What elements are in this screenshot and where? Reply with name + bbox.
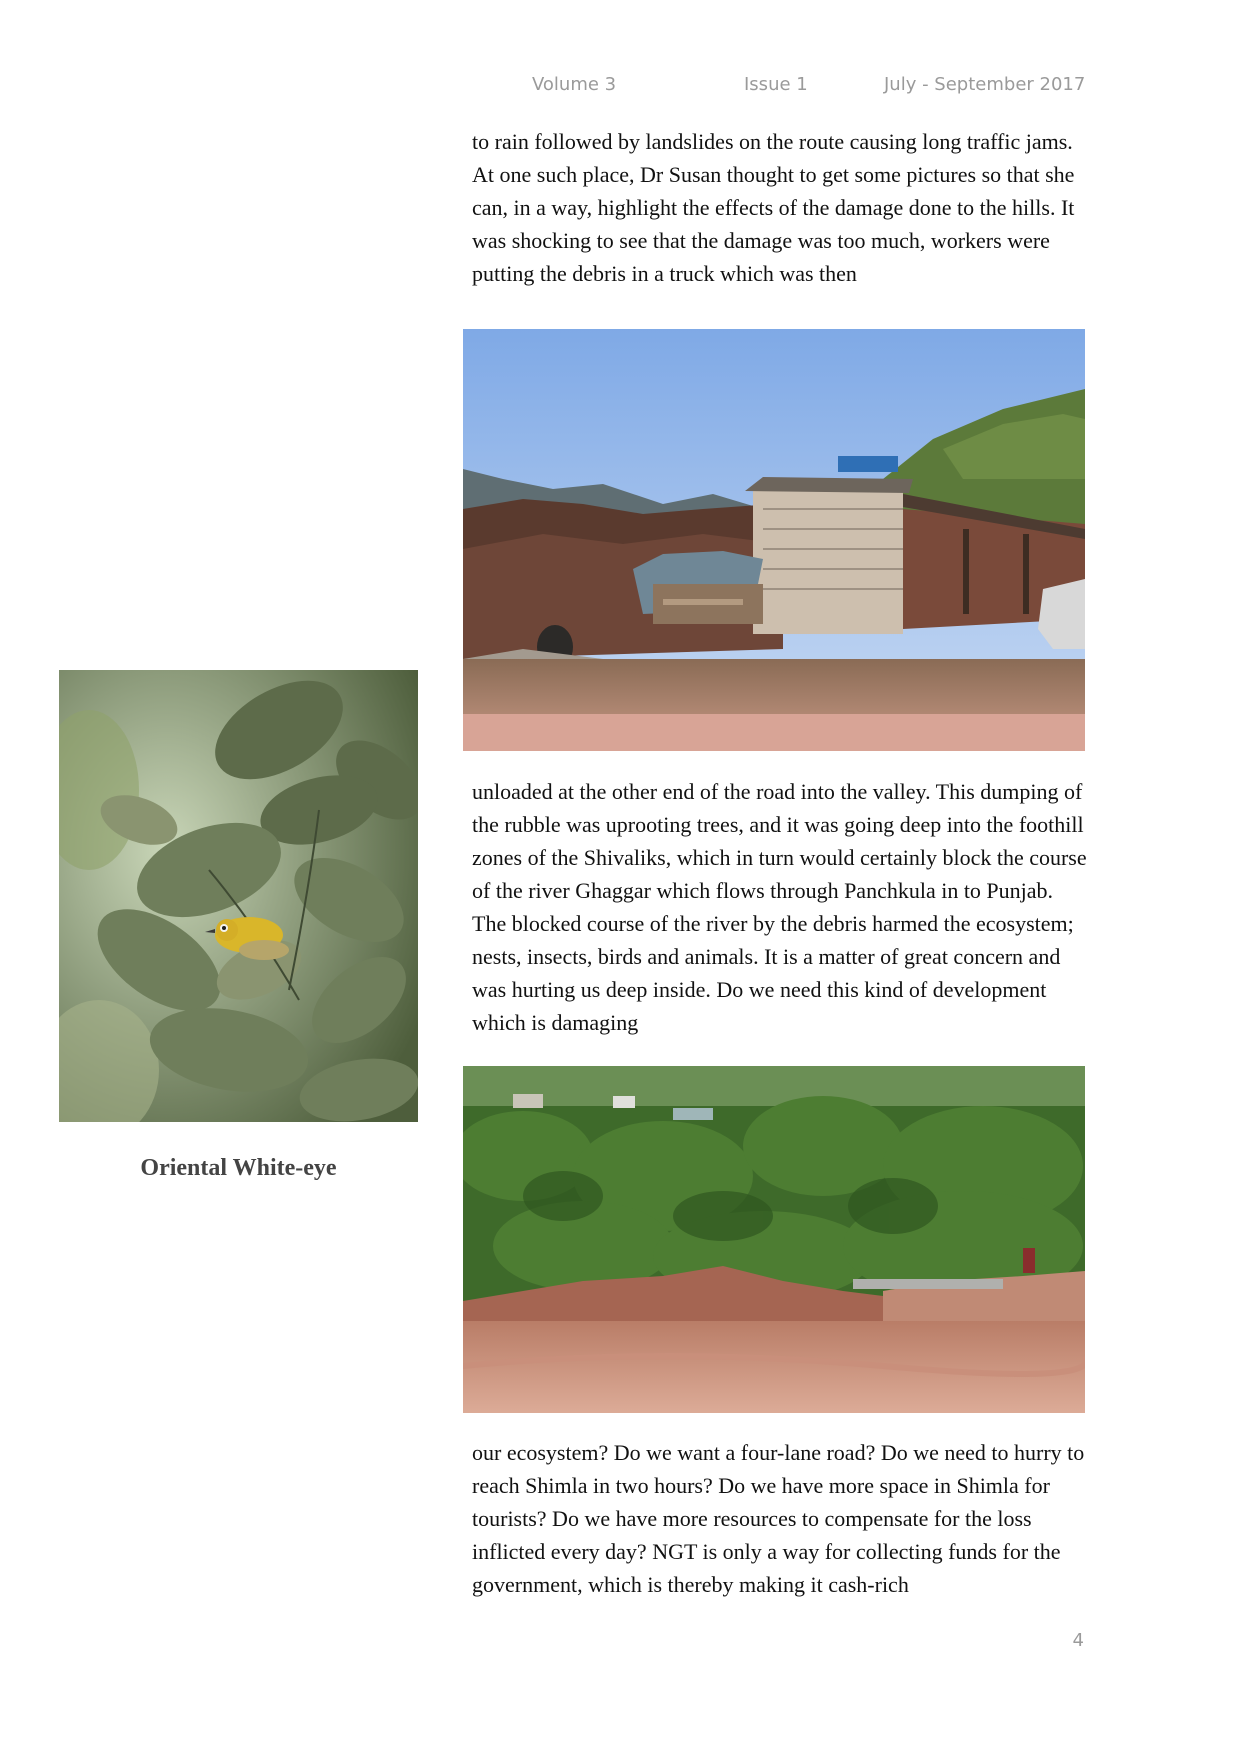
oriental-white-eye-photo [59,670,418,1122]
bird-photo-caption: Oriental White-eye [140,1155,337,1181]
paragraph-1: to rain followed by landslides on the route causing long traffic jams. At one such place, Dr Susan thought to get some pictures so that she can, in a way, highlight the effects of the damage done to the hills. It was shocking to see that the damage was too much, workers were putting the debris in a truck which was then [472,129,1075,286]
page-number: 4 [1072,1630,1084,1651]
paragraph-2: unloaded at the other end of the road into the valley. This dumping of the rubble was uprooting trees, and it was going deep into the foothill zones of the Shivaliks, which in turn would certainly block the course of the river Ghaggar which flows through Panchkula in to Punjab. The blocked course of the river by the debris harmed the ecosystem; nests, insects, birds and animals. It is a matter of great concern and was hurting us deep inside. Do we need this kind of development which is damaging [472,779,1087,1035]
volume-label: Volume 3 [532,74,617,95]
paragraph-3: our ecosystem? Do we want a four-lane road? Do we need to hurry to reach Shimla in two hours? Do we have more space in Shimla for tourists? Do we have more resources to compensate for the loss inflicted every day? NGT is only a way for collecting funds for the government, which is thereby making it cash-rich [472,1440,1085,1597]
period-label: July - September 2017 [884,74,1086,95]
landslide-hut-photo [463,329,1085,751]
road-debris-photo [463,1066,1085,1413]
page-header [0,74,1240,104]
issue-label: Issue 1 [744,74,808,95]
